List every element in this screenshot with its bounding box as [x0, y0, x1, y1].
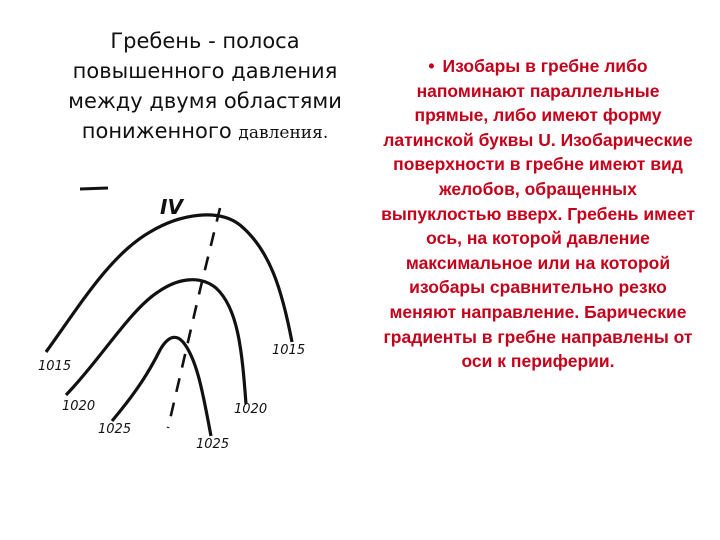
title-line-4a: пониженного [81, 119, 239, 143]
isobar-right-label-1020: 1020 [234, 402, 268, 417]
bullet-marker: • [428, 56, 435, 76]
isobar-1020 [66, 280, 246, 404]
bullet-text: Изобары в гребне либо напоминают параллельные прямые, либо имеют форму латинской буквы U. Изобарические поверхности в гребне имеют вид желобов, обращенных выпуклостью вверх. Гребень имеет ось, на которой давление максимальное или на которой изобары сравнительно резко меняют направление. Барические градиенты в гребне направлены от оси к периферии. [381, 56, 695, 372]
ridge-axis [168, 208, 220, 428]
bullet-paragraph [378, 54, 698, 374]
slide-title [40, 26, 370, 148]
title-line-4 [40, 116, 370, 148]
title-line-4b: давления. [238, 123, 329, 143]
isobar-left-label-1020: 1020 [62, 399, 96, 414]
isobar-right-label-1015: 1015 [272, 343, 306, 358]
title-line-1: Гребень - полоса [110, 29, 300, 53]
isobar-left-label-1015: 1015 [38, 359, 72, 374]
roman-label: IV [160, 195, 183, 219]
isobar-right-label-1025: 1025 [196, 437, 230, 452]
title-line-2: повышенного давления [72, 59, 338, 83]
isobar-left-label-1025: 1025 [98, 422, 132, 437]
title-line-3: между двумя областями [68, 89, 342, 113]
isobar-1015 [46, 215, 292, 352]
dash-mark [80, 188, 108, 189]
ridge-diagram [0, 170, 370, 470]
